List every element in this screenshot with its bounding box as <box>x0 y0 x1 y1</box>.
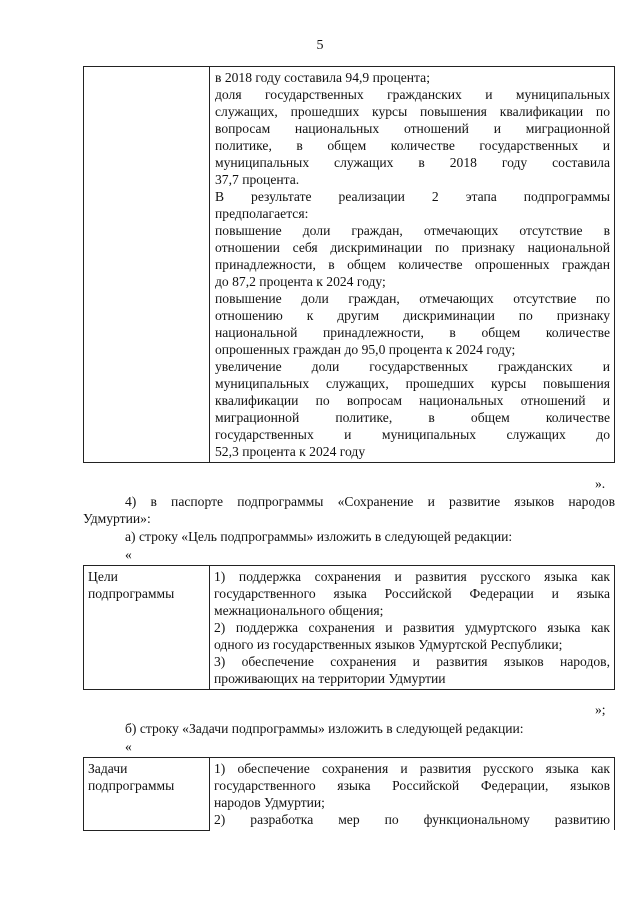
item4-line1: 4) в паспорте подпрограммы «Сохранение и развитие языков народов <box>125 494 615 509</box>
table2-line: государственного языка Российской Федерации и языка <box>214 586 610 601</box>
table1-line: до 87,2 процента к 2024 году; <box>215 274 386 289</box>
table1-line: национальной принадлежности, в общем количестве <box>215 325 610 340</box>
table1-line: вопросам национальных отношений и миграционной <box>215 121 610 136</box>
subitem-b: б) строку «Задачи подпрограммы» изложить в следующей редакции: <box>125 721 524 736</box>
table1-line: 52,3 процента к 2024 году <box>215 444 366 459</box>
table-tasks <box>83 757 615 831</box>
table1-right-cell <box>210 67 615 463</box>
table1-line: 37,7 процента. <box>215 172 300 187</box>
table-continuation <box>83 66 615 463</box>
table1-line: повышение доли граждан, отмечающих отсутствие в <box>215 223 610 238</box>
table1-line: муниципальных служащих в 2018 году составила <box>215 155 610 170</box>
table1-line: государственных и муниципальных служащих до <box>215 427 610 442</box>
table2-label-line1: Цели <box>88 569 118 584</box>
closing-quote-1: ». <box>595 476 606 491</box>
table1-line: опрошенных граждан до 95,0 процента к 2024 году; <box>215 342 516 357</box>
table3-label-cell <box>84 758 210 831</box>
table1-line: отношении себя дискриминации по признаку национальной <box>215 240 610 255</box>
page-number: 5 <box>316 38 324 53</box>
table2-line: межнационального общения; <box>214 603 384 618</box>
table2-line: проживающих на территории Удмуртии <box>214 671 446 686</box>
table3-line: 2) разработка мер по функциональному развитию <box>214 812 610 827</box>
table3-line: 1) обеспечение сохранения и развития русского языка как <box>214 761 610 776</box>
table-goals <box>83 565 615 690</box>
table3-right-cell <box>210 758 615 831</box>
table1-line: муниципальных служащих, прошедших курсы повышения <box>215 376 610 391</box>
table1-line: увеличение доли государственных гражданских и <box>215 359 610 374</box>
table1-line: миграционной политике, в общем количестве <box>215 410 610 425</box>
table1-line: доля государственных гражданских и муниципальных <box>215 87 610 102</box>
table2-right-cell <box>210 566 615 690</box>
table3-line: государственного языка Российской Федерации, языков <box>214 778 610 793</box>
table1-line: В результате реализации 2 этапа подпрограммы <box>215 189 610 204</box>
table2-label-cell <box>84 566 210 690</box>
table3-line: народов Удмуртии; <box>214 795 325 810</box>
table2-line: одного из государственных языков Удмуртской Республики; <box>214 637 563 652</box>
table1-line: квалификации по вопросам национальных отношений и <box>215 393 610 408</box>
open-quote-b: « <box>125 739 132 754</box>
open-quote-a: « <box>125 547 132 562</box>
table3-label-line1: Задачи <box>88 761 128 776</box>
table2-label-line2: подпрограммы <box>88 586 175 601</box>
subitem-a: а) строку «Цель подпрограммы» изложить в следующей редакции: <box>125 529 513 544</box>
table2-line: 3) обеспечение сохранения и развития языков народов, <box>214 654 610 669</box>
table1-line: служащих, прошедших курсы повышения квалификации по <box>215 104 610 119</box>
table2-line: 2) поддержка сохранения и развития удмуртского языка как <box>214 620 610 635</box>
table3-label-line2: подпрограммы <box>88 778 175 793</box>
table1-line: политике, в общем количестве государственных и <box>215 138 610 153</box>
closing-quote-2: »; <box>595 702 606 717</box>
table1-line: в 2018 году составила 94,9 процента; <box>215 70 430 85</box>
table1-line: повышение доли граждан, отмечающих отсутствие по <box>215 291 610 306</box>
item4-line2: Удмуртии»: <box>83 511 151 526</box>
table1-line: отношению к другим дискриминации по признаку <box>215 308 610 323</box>
table2-line: 1) поддержка сохранения и развития русского языка как <box>214 569 610 584</box>
table1-left-cell <box>84 67 210 463</box>
table1-line: принадлежности, в общем количестве опрошенных граждан <box>215 257 610 272</box>
table1-line: предполагается: <box>215 206 309 221</box>
